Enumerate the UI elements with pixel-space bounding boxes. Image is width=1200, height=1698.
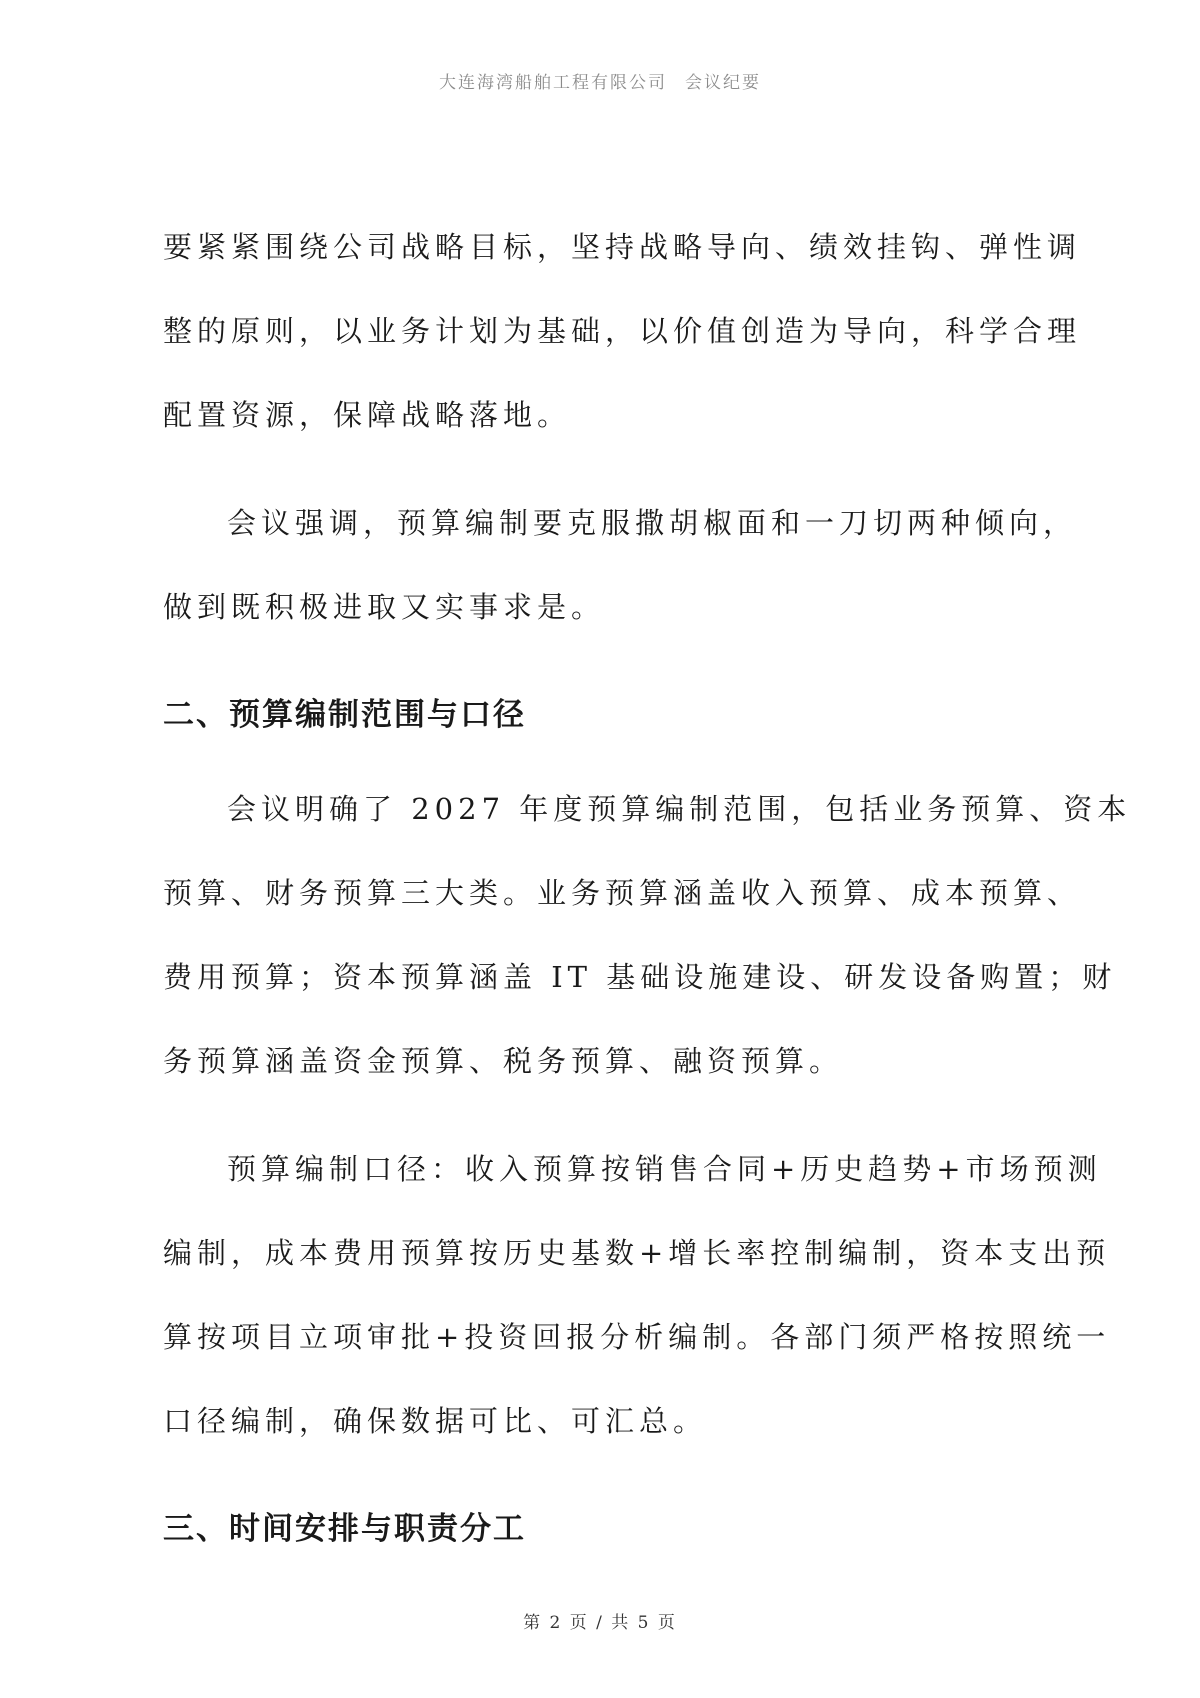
page-header xyxy=(0,68,1200,93)
paragraph-strategy xyxy=(163,205,1082,457)
paragraph-line: 口径编制，确保数据可比、可汇总。 xyxy=(163,1404,708,1438)
header-doc-type: 会议纪要 xyxy=(685,73,761,93)
paragraph-line: 费用预算；资本预算涵盖 IT 基础设施建设、研发设备购置；财 xyxy=(163,960,1117,994)
header-company: 大连海湾船舶工程有限公司 xyxy=(439,73,667,93)
section-heading-schedule: 三、时间安排与职责分工 xyxy=(163,1511,526,1547)
paragraph-line: 会议明确了 2027 年度预算编制范围，包括业务预算、资本 xyxy=(227,792,1132,826)
paragraph-line: 编制，成本费用预算按历史基数+增长率控制编制，资本支出预 xyxy=(163,1236,1111,1270)
paragraph-line: 算按项目立项审批+投资回报分析编制。各部门须严格按照统一 xyxy=(163,1320,1111,1354)
paragraph-line: 会议强调，预算编制要克服撒胡椒面和一刀切两种倾向， xyxy=(227,506,1078,540)
page-number: 第 2 页 / 共 5 页 xyxy=(523,1613,677,1633)
paragraph-criteria xyxy=(163,1127,1111,1463)
paragraph-line: 预算、财务预算三大类。业务预算涵盖收入预算、成本预算、 xyxy=(163,876,1082,910)
paragraph-line: 做到既积极进取又实事求是。 xyxy=(163,590,606,624)
section-heading-scope: 二、预算编制范围与口径 xyxy=(163,697,526,733)
paragraph-emphasis xyxy=(163,481,1078,649)
paragraph-line: 预算编制口径：收入预算按销售合同+历史趋势+市场预测 xyxy=(227,1152,1102,1186)
paragraph-line: 配置资源，保障战略落地。 xyxy=(163,398,572,432)
paragraph-scope xyxy=(163,767,1132,1103)
document-body xyxy=(163,205,1132,1581)
paragraph-line: 整的原则，以业务计划为基础，以价值创造为导向，科学合理 xyxy=(163,314,1082,348)
page-footer xyxy=(0,1608,1200,1633)
paragraph-line: 要紧紧围绕公司战略目标，坚持战略导向、绩效挂钩、弹性调 xyxy=(163,230,1082,264)
paragraph-line: 务预算涵盖资金预算、税务预算、融资预算。 xyxy=(163,1044,844,1078)
